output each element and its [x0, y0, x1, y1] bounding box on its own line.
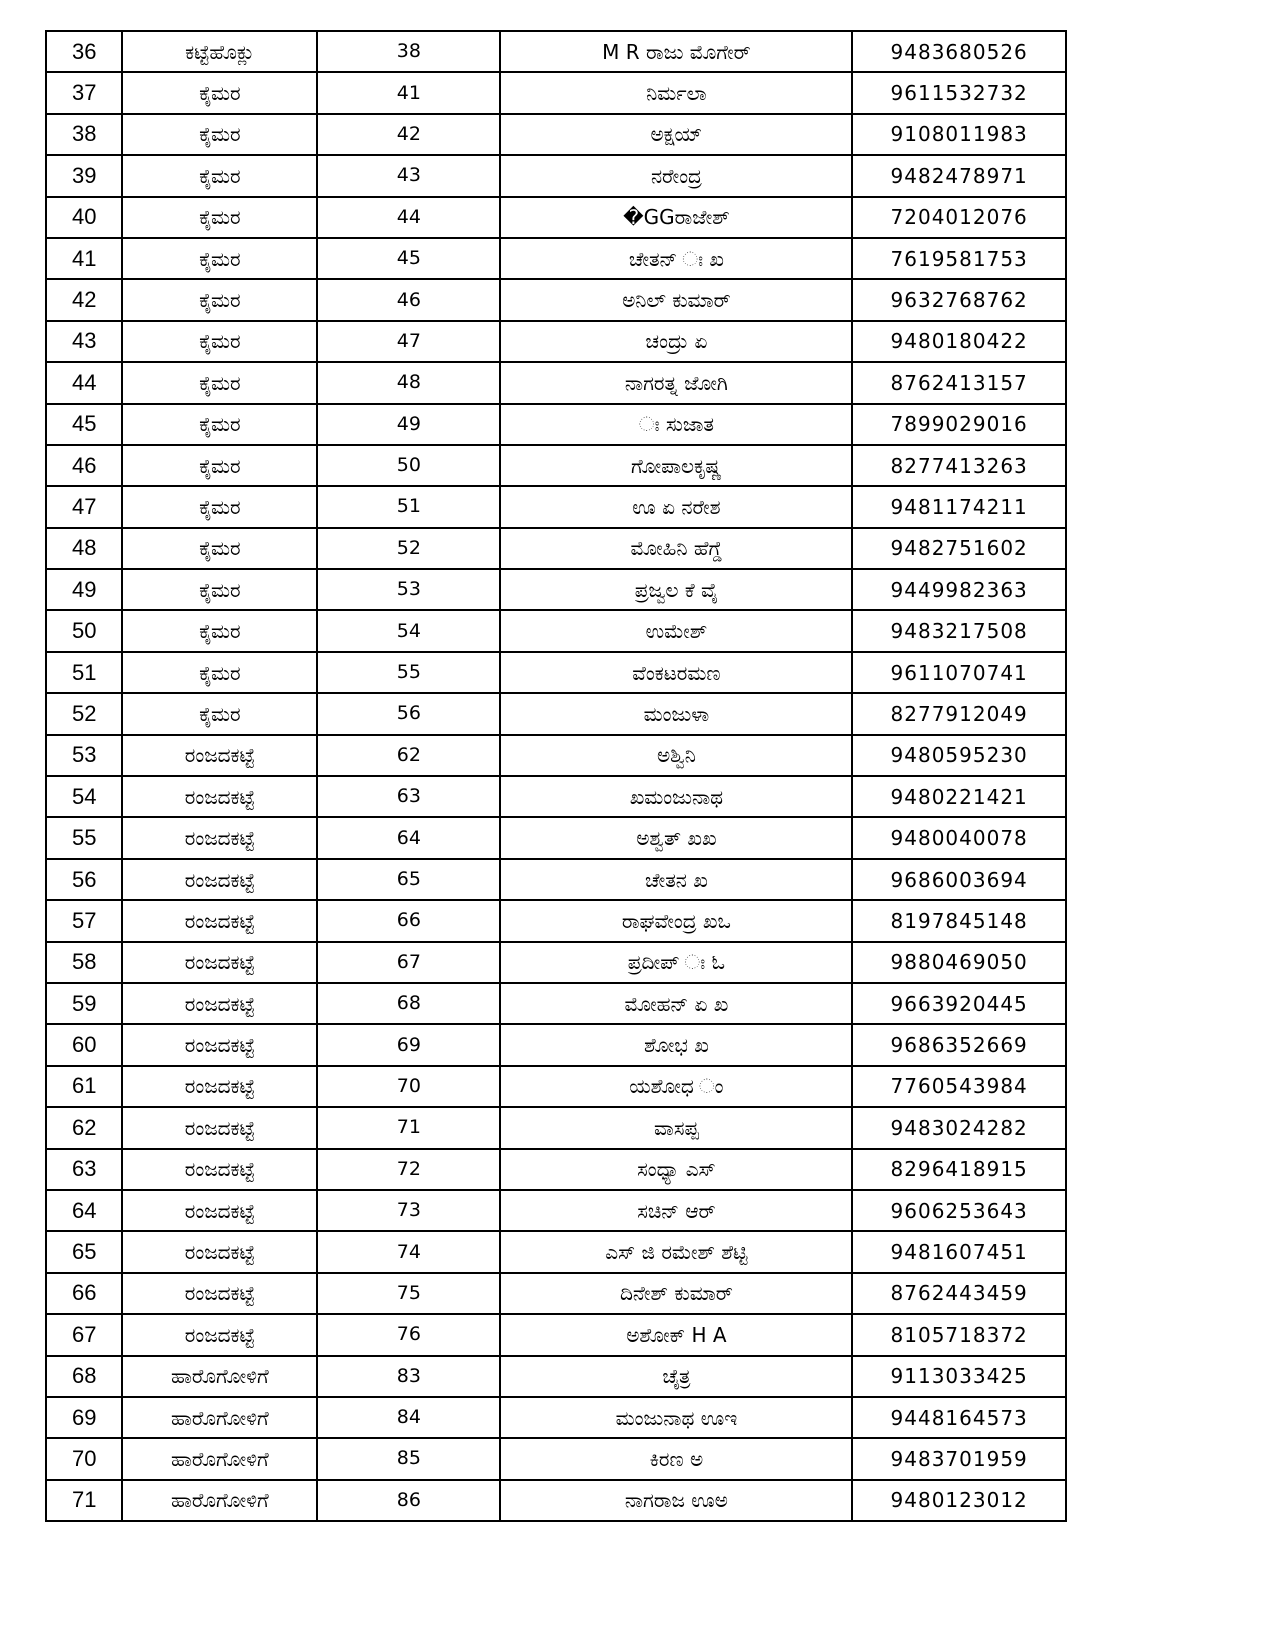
booth-number-cell: 66	[317, 900, 500, 941]
village-cell: ರಂಜದಕಟ್ಟೆ	[122, 900, 317, 941]
booth-number-cell: 67	[317, 942, 500, 983]
table-row	[46, 1231, 1066, 1272]
serial-number-cell: 65	[46, 1231, 122, 1272]
booth-number-cell: 41	[317, 72, 500, 113]
village-cell: ಕೈಮರ	[122, 72, 317, 113]
phone-number-cell: 9686352669	[852, 1024, 1066, 1065]
phone-number-cell: 8197845148	[852, 900, 1066, 941]
table-row	[46, 1107, 1066, 1148]
village-cell: ಕೈಮರ	[122, 693, 317, 734]
person-name-cell: ಅನಿಲ್ ಕುಮಾರ್	[500, 279, 852, 320]
serial-number-cell: 57	[46, 900, 122, 941]
person-name-cell: ರಾಘವೇಂದ್ರ ಖಒ	[500, 900, 852, 941]
serial-number-cell: 68	[46, 1356, 122, 1397]
person-name-cell: ಚಂದ್ರು ಏ	[500, 321, 852, 362]
serial-number-cell: 40	[46, 197, 122, 238]
serial-number-cell: 62	[46, 1107, 122, 1148]
phone-number-cell: 9449982363	[852, 569, 1066, 610]
village-cell: ರಂಜದಕಟ್ಟೆ	[122, 1190, 317, 1231]
person-name-cell: ಮೋಹಿನಿ ಹೆಗ್ಡೆ	[500, 528, 852, 569]
table-row	[46, 776, 1066, 817]
village-cell: ಕೈಮರ	[122, 486, 317, 527]
person-name-cell: ಕಿರಣ ಅ	[500, 1438, 852, 1479]
booth-number-cell: 73	[317, 1190, 500, 1231]
person-name-cell: ಗೋಪಾಲಕೃಷ್ಣ	[500, 445, 852, 486]
phone-number-cell: 8277912049	[852, 693, 1066, 734]
table-row	[46, 279, 1066, 320]
booth-number-cell: 55	[317, 652, 500, 693]
village-cell: ಹಾರೊಗೋಳಿಗೆ	[122, 1356, 317, 1397]
table-row	[46, 652, 1066, 693]
booth-number-cell: 52	[317, 528, 500, 569]
serial-number-cell: 36	[46, 31, 122, 72]
person-name-cell: M R ರಾಜು ಮೊಗೇರ್	[500, 31, 852, 72]
serial-number-cell: 45	[46, 404, 122, 445]
booth-number-cell: 56	[317, 693, 500, 734]
booth-number-cell: 44	[317, 197, 500, 238]
serial-number-cell: 61	[46, 1066, 122, 1107]
village-cell: ರಂಜದಕಟ್ಟೆ	[122, 735, 317, 776]
booth-number-cell: 63	[317, 776, 500, 817]
booth-number-cell: 84	[317, 1397, 500, 1438]
phone-number-cell: 8296418915	[852, 1149, 1066, 1190]
booth-number-cell: 51	[317, 486, 500, 527]
phone-number-cell: 9880469050	[852, 942, 1066, 983]
phone-number-cell: 9632768762	[852, 279, 1066, 320]
booth-number-cell: 65	[317, 859, 500, 900]
serial-number-cell: 41	[46, 238, 122, 279]
phone-number-cell: 9108011983	[852, 114, 1066, 155]
phone-number-cell: 9482751602	[852, 528, 1066, 569]
phone-number-cell: 9663920445	[852, 983, 1066, 1024]
booth-number-cell: 74	[317, 1231, 500, 1272]
person-name-cell: ಅಶೋಕ್ H A	[500, 1314, 852, 1355]
table-row	[46, 1397, 1066, 1438]
phone-number-cell: 9113033425	[852, 1356, 1066, 1397]
phone-number-cell: 7204012076	[852, 197, 1066, 238]
person-name-cell: ನರೇಂದ್ರ	[500, 155, 852, 196]
phone-number-cell: 9611532732	[852, 72, 1066, 113]
table-row	[46, 1480, 1066, 1521]
person-name-cell: ಊ ಏ ನರೇಶ	[500, 486, 852, 527]
table-row	[46, 1149, 1066, 1190]
village-cell: ಹಾರೊಗೋಳಿಗೆ	[122, 1480, 317, 1521]
phone-number-cell: 9480040078	[852, 817, 1066, 858]
village-cell: ಕೈಮರ	[122, 238, 317, 279]
person-name-cell: ನಾಗರತ್ನ ಜೋಗಿ	[500, 362, 852, 403]
phone-number-cell: 9606253643	[852, 1190, 1066, 1231]
table-row	[46, 362, 1066, 403]
person-name-cell: ಸಚಿನ್ ಆರ್	[500, 1190, 852, 1231]
village-cell: ಕೈಮರ	[122, 114, 317, 155]
person-name-cell: ಃ ಸುಜಾತ	[500, 404, 852, 445]
village-cell: ಹಾರೊಗೋಳಿಗೆ	[122, 1397, 317, 1438]
table-row	[46, 1190, 1066, 1231]
village-cell: ರಂಜದಕಟ್ಟೆ	[122, 1107, 317, 1148]
booth-number-cell: 72	[317, 1149, 500, 1190]
person-name-cell: ವೆಂಕಟರಮಣ	[500, 652, 852, 693]
table-row	[46, 155, 1066, 196]
person-name-cell: ಮಂಜುನಾಥ ಊಇ	[500, 1397, 852, 1438]
village-cell: ರಂಜದಕಟ್ಟೆ	[122, 817, 317, 858]
person-name-cell: ಸಂಧ್ಯಾ ಎಸ್	[500, 1149, 852, 1190]
person-name-cell: ಚೈತ್ರ	[500, 1356, 852, 1397]
serial-number-cell: 50	[46, 610, 122, 651]
serial-number-cell: 56	[46, 859, 122, 900]
village-cell: ಕೈಮರ	[122, 652, 317, 693]
person-name-cell: ದಿನೇಶ್ ಕುಮಾರ್	[500, 1273, 852, 1314]
table-row	[46, 486, 1066, 527]
phone-number-cell: 9483680526	[852, 31, 1066, 72]
booth-number-cell: 70	[317, 1066, 500, 1107]
serial-number-cell: 63	[46, 1149, 122, 1190]
booth-number-cell: 49	[317, 404, 500, 445]
serial-number-cell: 67	[46, 1314, 122, 1355]
serial-number-cell: 66	[46, 1273, 122, 1314]
phone-number-cell: 9482478971	[852, 155, 1066, 196]
phone-number-cell: 8762443459	[852, 1273, 1066, 1314]
phone-number-cell: 9480221421	[852, 776, 1066, 817]
village-cell: ರಂಜದಕಟ್ಟೆ	[122, 1066, 317, 1107]
village-cell: ಕೈಮರ	[122, 528, 317, 569]
booth-number-cell: 86	[317, 1480, 500, 1521]
serial-number-cell: 43	[46, 321, 122, 362]
table-row	[46, 735, 1066, 776]
person-name-cell: ಶೋಭ ಖ	[500, 1024, 852, 1065]
phone-number-cell: 8105718372	[852, 1314, 1066, 1355]
serial-number-cell: 59	[46, 983, 122, 1024]
serial-number-cell: 53	[46, 735, 122, 776]
phone-number-cell: 9483701959	[852, 1438, 1066, 1479]
serial-number-cell: 42	[46, 279, 122, 320]
phone-number-cell: 8762413157	[852, 362, 1066, 403]
table-row	[46, 528, 1066, 569]
village-cell: ಕೈಮರ	[122, 610, 317, 651]
person-name-cell: ಅಶ್ವಿನಿ	[500, 735, 852, 776]
table-row	[46, 445, 1066, 486]
table-row	[46, 1314, 1066, 1355]
serial-number-cell: 44	[46, 362, 122, 403]
booth-number-cell: 45	[317, 238, 500, 279]
village-cell: ರಂಜದಕಟ್ಟೆ	[122, 776, 317, 817]
serial-number-cell: 39	[46, 155, 122, 196]
person-name-cell: ಅಶ್ವತ್ ಖಖ	[500, 817, 852, 858]
table-row	[46, 942, 1066, 983]
village-cell: ಹಾರೊಗೋಳಿಗೆ	[122, 1438, 317, 1479]
person-name-cell: ಯಶೋಧ ಂ	[500, 1066, 852, 1107]
booth-number-cell: 47	[317, 321, 500, 362]
village-cell: ಕೈಮರ	[122, 279, 317, 320]
person-name-cell: ಚೇತನ್ ಃ ಖ	[500, 238, 852, 279]
person-name-cell: ನಿರ್ಮಲಾ	[500, 72, 852, 113]
table-row	[46, 1273, 1066, 1314]
village-cell: ರಂಜದಕಟ್ಟೆ	[122, 1024, 317, 1065]
booth-number-cell: 46	[317, 279, 500, 320]
serial-number-cell: 54	[46, 776, 122, 817]
person-name-cell: ವಾಸಪ್ಪ	[500, 1107, 852, 1148]
person-name-cell: ಖಮಂಜುನಾಥ	[500, 776, 852, 817]
phone-number-cell: 9483217508	[852, 610, 1066, 651]
village-cell: ಕೈಮರ	[122, 362, 317, 403]
village-cell: ರಂಜದಕಟ್ಟೆ	[122, 1231, 317, 1272]
person-name-cell: ನಾಗರಾಜ ಊಅ	[500, 1480, 852, 1521]
serial-number-cell: 55	[46, 817, 122, 858]
person-name-cell: �GGರಾಜೇಶ್	[500, 197, 852, 238]
village-cell: ಕೈಮರ	[122, 445, 317, 486]
booth-number-cell: 75	[317, 1273, 500, 1314]
table-row	[46, 1356, 1066, 1397]
phone-number-cell: 9480180422	[852, 321, 1066, 362]
serial-number-cell: 70	[46, 1438, 122, 1479]
phone-number-cell: 9448164573	[852, 1397, 1066, 1438]
person-name-cell: ಚೇತನ ಖ	[500, 859, 852, 900]
table-row	[46, 693, 1066, 734]
phone-number-cell: 9480123012	[852, 1480, 1066, 1521]
village-cell: ರಂಜದಕಟ್ಟೆ	[122, 1314, 317, 1355]
person-name-cell: ಎಸ್ ಜಿ ರಮೇಶ್ ಶೆಟ್ಟಿ	[500, 1231, 852, 1272]
table-row	[46, 859, 1066, 900]
phone-number-cell: 9481174211	[852, 486, 1066, 527]
contact-table	[45, 30, 1067, 1522]
table-row	[46, 197, 1066, 238]
phone-number-cell: 7760543984	[852, 1066, 1066, 1107]
phone-number-cell: 9686003694	[852, 859, 1066, 900]
booth-number-cell: 54	[317, 610, 500, 651]
village-cell: ರಂಜದಕಟ್ಟೆ	[122, 983, 317, 1024]
table-row	[46, 114, 1066, 155]
booth-number-cell: 43	[317, 155, 500, 196]
booth-number-cell: 76	[317, 1314, 500, 1355]
booth-number-cell: 48	[317, 362, 500, 403]
village-cell: ಕಟ್ಟೆಹೊಕ್ಲು	[122, 31, 317, 72]
serial-number-cell: 71	[46, 1480, 122, 1521]
booth-number-cell: 38	[317, 31, 500, 72]
table-row	[46, 569, 1066, 610]
village-cell: ರಂಜದಕಟ್ಟೆ	[122, 859, 317, 900]
booth-number-cell: 50	[317, 445, 500, 486]
table-row	[46, 1066, 1066, 1107]
person-name-cell: ಮೋಹನ್ ಏ ಖ	[500, 983, 852, 1024]
serial-number-cell: 48	[46, 528, 122, 569]
table-row	[46, 817, 1066, 858]
table-row	[46, 983, 1066, 1024]
table-row	[46, 31, 1066, 72]
serial-number-cell: 37	[46, 72, 122, 113]
booth-number-cell: 85	[317, 1438, 500, 1479]
phone-number-cell: 9481607451	[852, 1231, 1066, 1272]
village-cell: ಕೈಮರ	[122, 197, 317, 238]
contact-table-body	[46, 31, 1066, 1521]
serial-number-cell: 64	[46, 1190, 122, 1231]
table-row	[46, 1024, 1066, 1065]
booth-number-cell: 68	[317, 983, 500, 1024]
table-row	[46, 900, 1066, 941]
booth-number-cell: 53	[317, 569, 500, 610]
village-cell: ರಂಜದಕಟ್ಟೆ	[122, 1149, 317, 1190]
table-row	[46, 321, 1066, 362]
person-name-cell: ಪ್ರಜ್ವಲ ಕೆ ವೈ	[500, 569, 852, 610]
serial-number-cell: 38	[46, 114, 122, 155]
serial-number-cell: 52	[46, 693, 122, 734]
person-name-cell: ಪ್ರದೀಪ್ ಃ ಓ	[500, 942, 852, 983]
booth-number-cell: 83	[317, 1356, 500, 1397]
village-cell: ಕೈಮರ	[122, 404, 317, 445]
village-cell: ಕೈಮರ	[122, 155, 317, 196]
person-name-cell: ಉಮೇಶ್	[500, 610, 852, 651]
table-row	[46, 610, 1066, 651]
phone-number-cell: 8277413263	[852, 445, 1066, 486]
table-row	[46, 238, 1066, 279]
village-cell: ರಂಜದಕಟ್ಟೆ	[122, 942, 317, 983]
village-cell: ಕೈಮರ	[122, 569, 317, 610]
booth-number-cell: 62	[317, 735, 500, 776]
village-cell: ಕೈಮರ	[122, 321, 317, 362]
phone-number-cell: 9480595230	[852, 735, 1066, 776]
serial-number-cell: 58	[46, 942, 122, 983]
serial-number-cell: 69	[46, 1397, 122, 1438]
village-cell: ರಂಜದಕಟ್ಟೆ	[122, 1273, 317, 1314]
person-name-cell: ಮಂಜುಳಾ	[500, 693, 852, 734]
table-row	[46, 404, 1066, 445]
table-row	[46, 1438, 1066, 1479]
serial-number-cell: 51	[46, 652, 122, 693]
person-name-cell: ಅಕ್ಷಯ್	[500, 114, 852, 155]
phone-number-cell: 9611070741	[852, 652, 1066, 693]
phone-number-cell: 9483024282	[852, 1107, 1066, 1148]
serial-number-cell: 47	[46, 486, 122, 527]
serial-number-cell: 60	[46, 1024, 122, 1065]
booth-number-cell: 42	[317, 114, 500, 155]
booth-number-cell: 69	[317, 1024, 500, 1065]
serial-number-cell: 49	[46, 569, 122, 610]
phone-number-cell: 7619581753	[852, 238, 1066, 279]
serial-number-cell: 46	[46, 445, 122, 486]
booth-number-cell: 64	[317, 817, 500, 858]
phone-number-cell: 7899029016	[852, 404, 1066, 445]
booth-number-cell: 71	[317, 1107, 500, 1148]
table-row	[46, 72, 1066, 113]
